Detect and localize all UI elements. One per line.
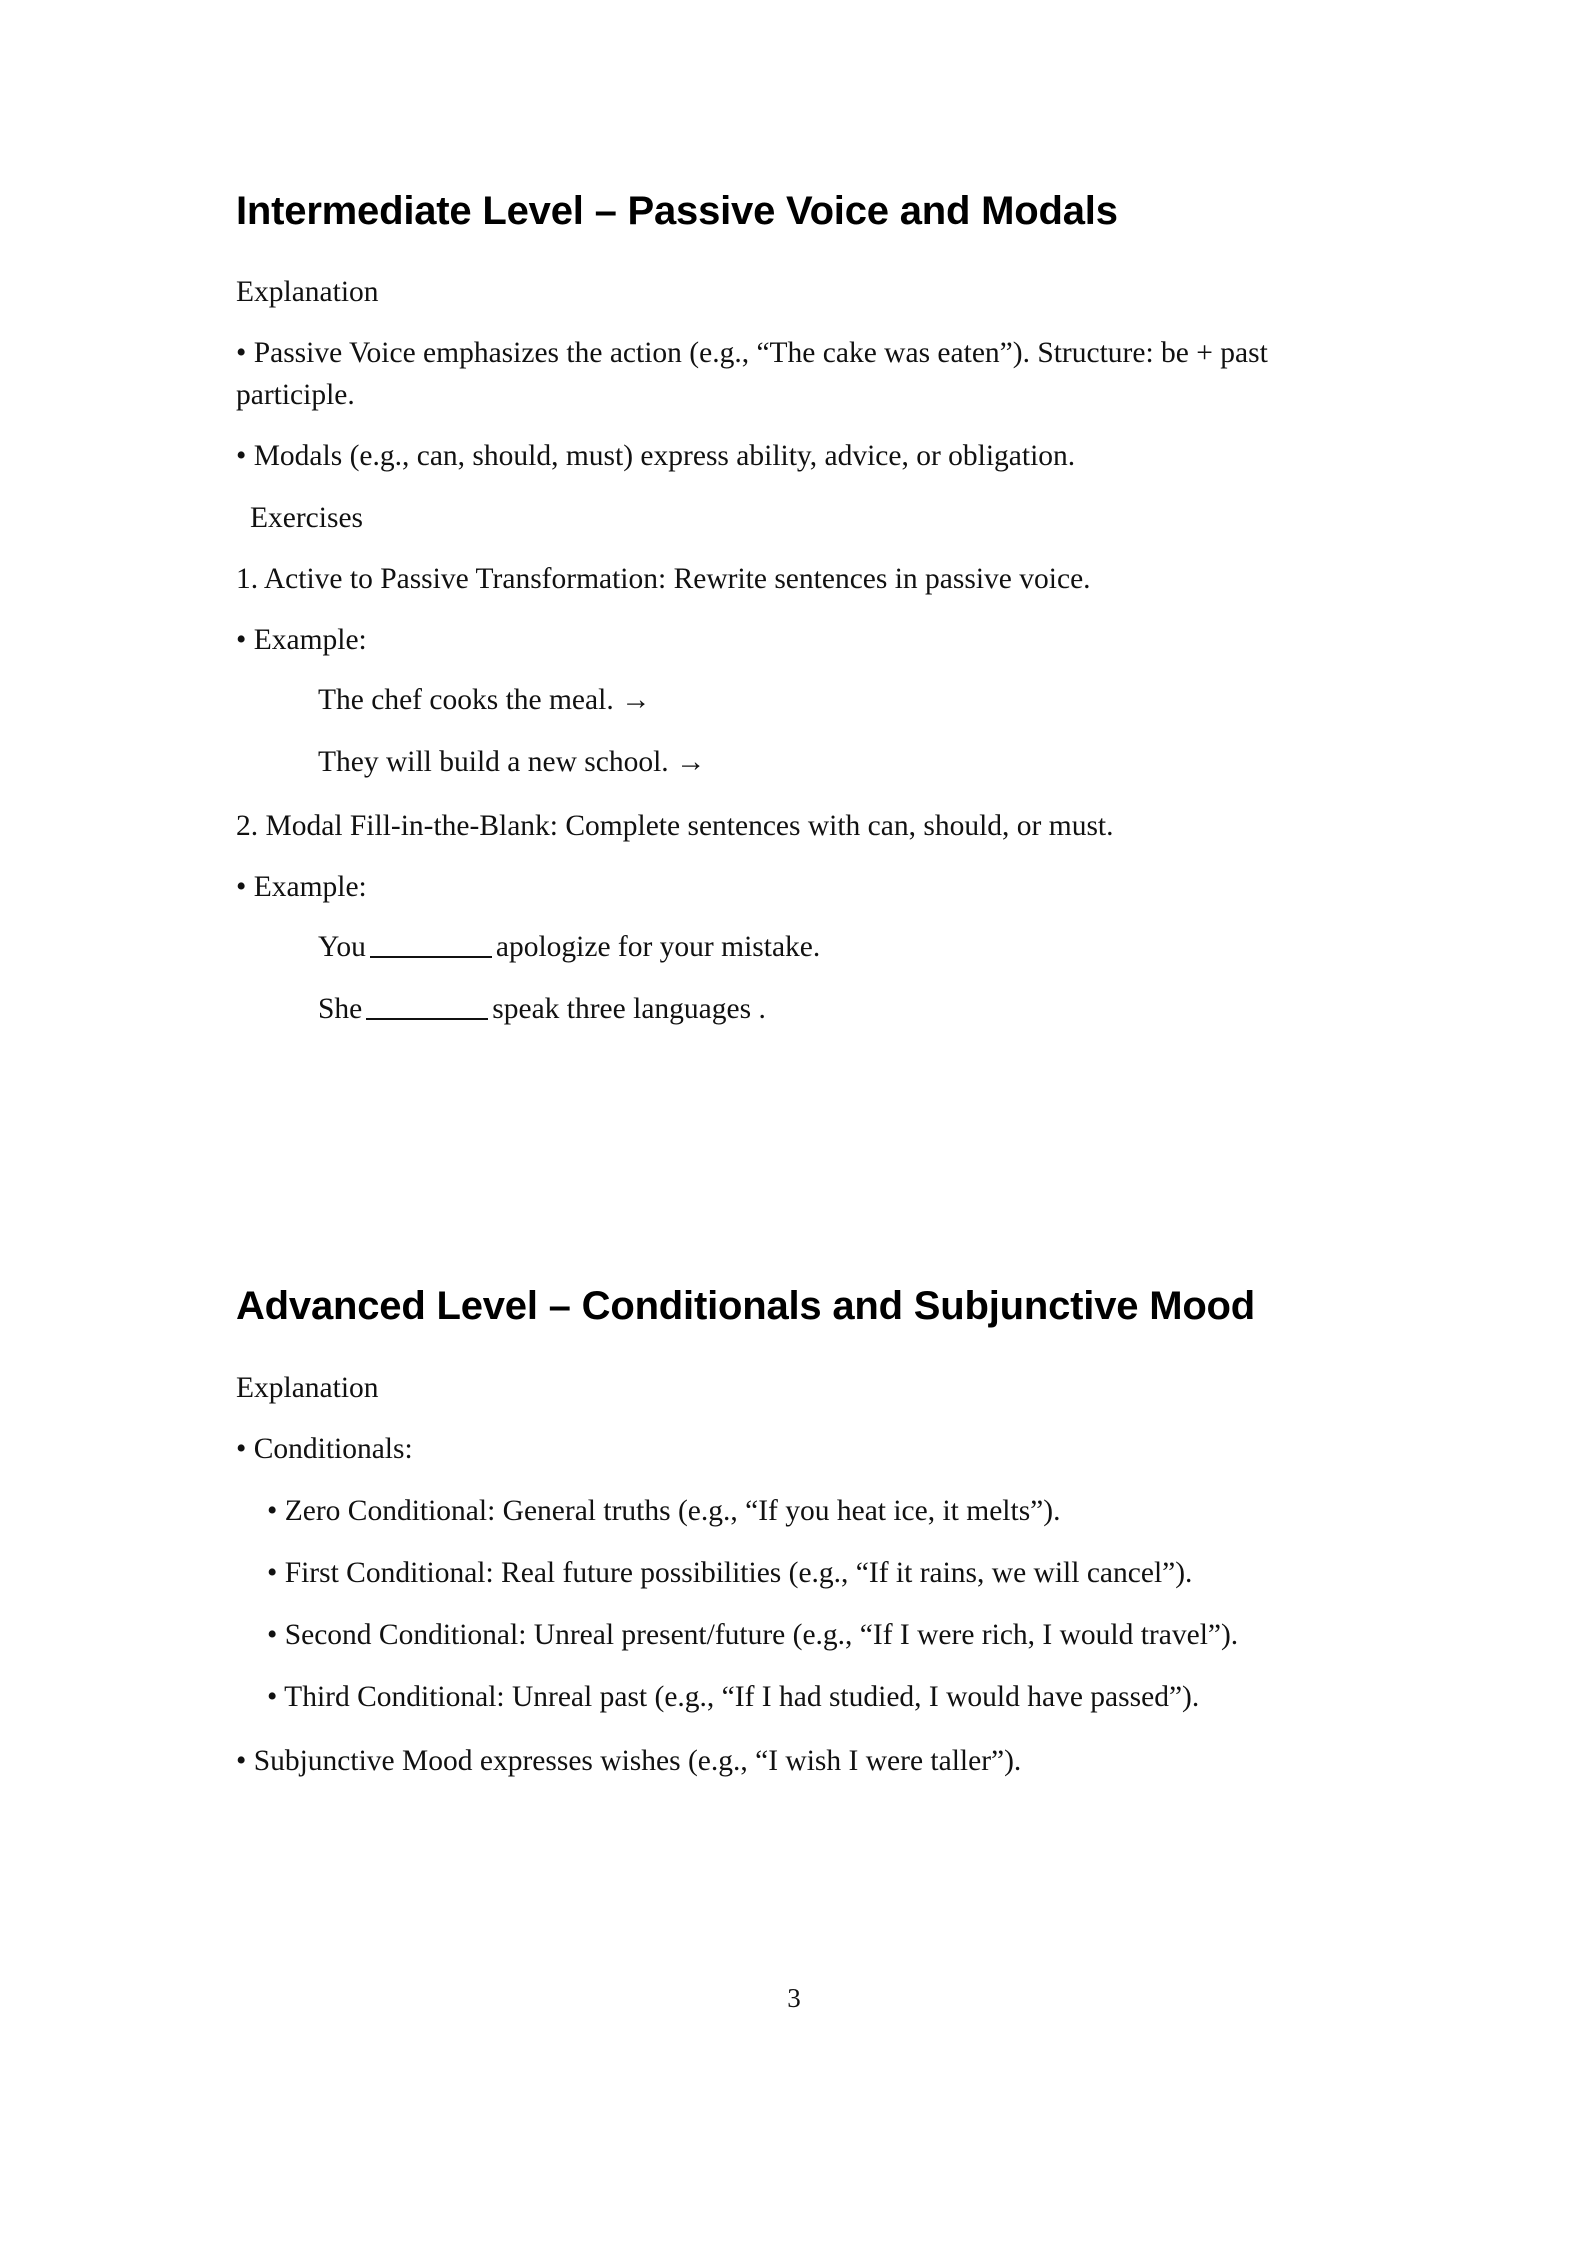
conditional-item-zero: • Zero Conditional: General truths (e.g., “If you heat ice, it melts”).: [267, 1495, 1061, 1528]
conditional-item-first: • First Conditional: Real future possibilities (e.g., “If it rains, we will cancel”).: [267, 1557, 1193, 1589]
exercise-1-sentence-2: They will build a new school. →: [318, 746, 706, 778]
page-number: 3: [787, 1983, 801, 2013]
exercises-label-intermediate: Exercises: [250, 501, 364, 534]
exercise-2-example-label: • Example:: [236, 870, 367, 903]
explanation-bullet-modals: • Modals (e.g., can, should, must) express ability, advice, or obligation.: [236, 439, 1076, 472]
exercise-1-sentence-1: The chef cooks the meal. →: [318, 684, 651, 717]
subjunctive-mood-bullet: • Subjunctive Mood expresses wishes (e.g., “I wish I were taller”).: [236, 1744, 1022, 1777]
exercise-2-sentence-2-before: She: [318, 992, 363, 1025]
conditional-item-third: • Third Conditional: Unreal past (e.g., “If I had studied, I would have passed”).: [267, 1680, 1200, 1713]
conditional-item-second: • Second Conditional: Unreal present/future (e.g., “If I were rich, I would travel”).: [267, 1618, 1239, 1651]
section-heading-advanced: Advanced Level – Conditionals and Subjunctive Mood: [236, 1284, 1256, 1329]
exercise-2-sentence-1: [318, 927, 1351, 969]
exercise-2-sentence-1-after: apologize for your mistake.: [495, 930, 821, 963]
fill-in-blank-2[interactable]: [366, 989, 488, 1019]
section-heading-intermediate: Intermediate Level – Passive Voice and Modals: [236, 189, 1118, 233]
exercise-2-sentence-2-after: speak three languages .: [492, 992, 766, 1025]
exercise-2-sentence-2: [318, 989, 1351, 1031]
fill-in-blank-1[interactable]: [370, 928, 492, 958]
explanation-label-intermediate: Explanation: [236, 276, 379, 308]
exercise-item-1: 1. Active to Passive Transformation: Rewrite sentences in passive voice.: [236, 563, 1091, 596]
exercise-item-2: 2. Modal Fill-in-the-Blank: Complete sentences with can, should, or must.: [236, 809, 1114, 842]
explanation-bullet-passive-voice: • Passive Voice emphasizes the action (e.g., “The cake was eaten”). Structure: be + past participle.: [236, 336, 1268, 411]
explanation-label-advanced: Explanation: [236, 1372, 379, 1405]
exercise-1-example-label: • Example:: [236, 624, 367, 657]
exercise-2-sentence-1-before: You: [318, 930, 366, 963]
page-content: [236, 186, 1351, 1783]
conditionals-label: • Conditionals:: [236, 1433, 413, 1466]
